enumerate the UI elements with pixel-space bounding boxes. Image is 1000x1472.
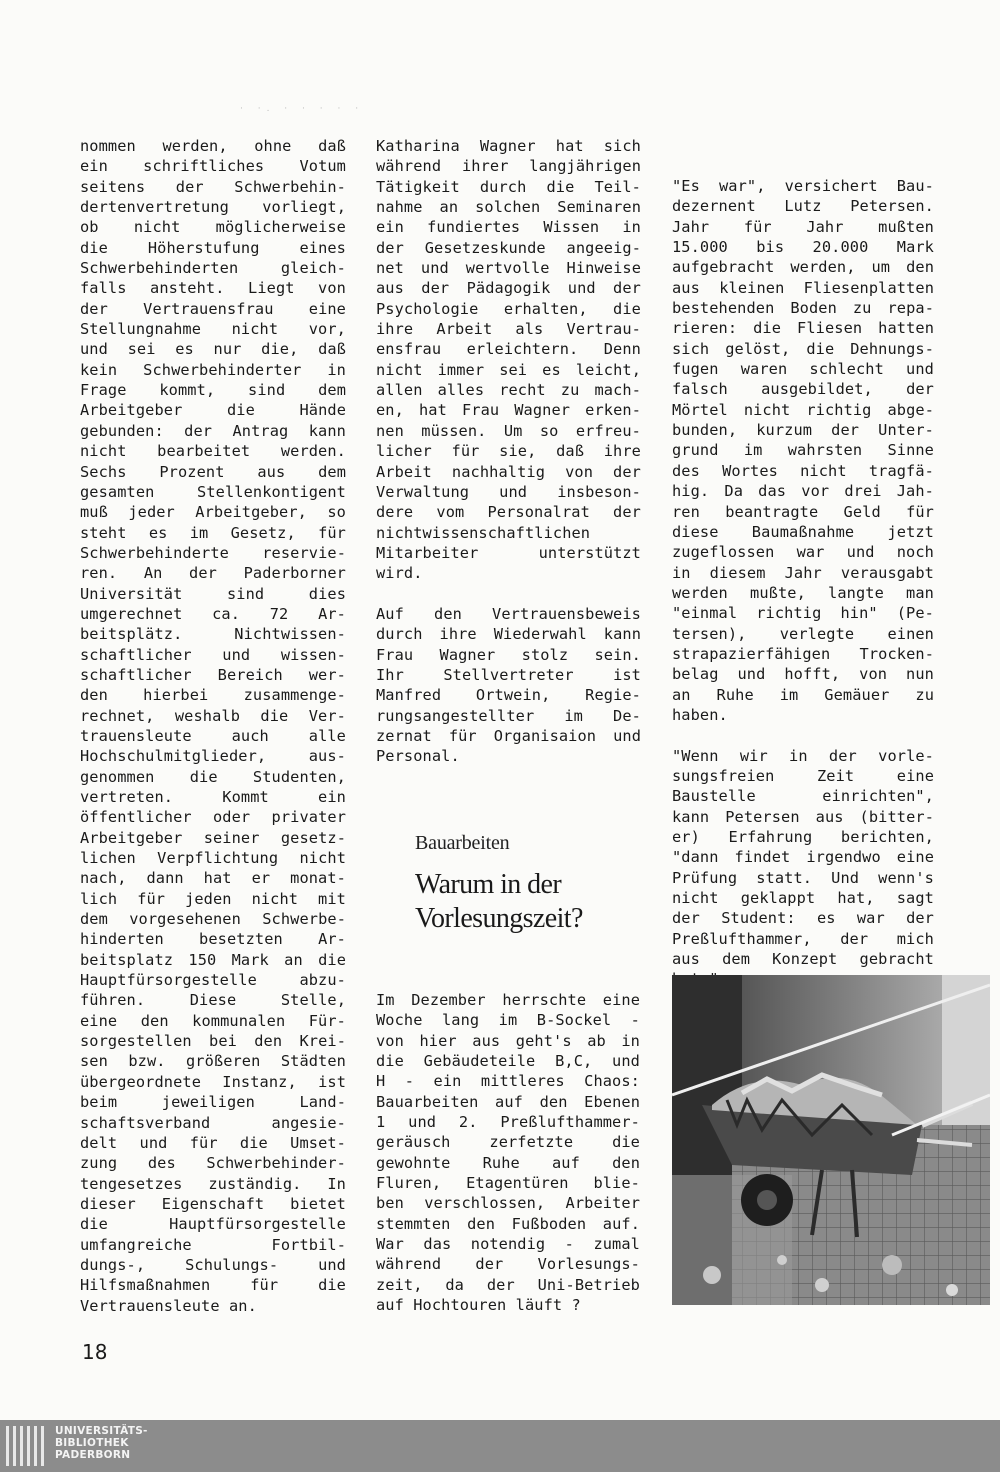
text-line: tengesetzes zuständig. In <box>80 1174 346 1193</box>
paragraph-gap <box>376 584 641 604</box>
text-line: Preßlufthammer, der mich <box>672 929 934 948</box>
text-line: Universität sind dies <box>80 584 346 603</box>
text-line: sen bzw. größeren Städten <box>80 1052 346 1071</box>
text-line: der Vertrauensfrau eine <box>80 299 346 318</box>
article-column-2-bottom <box>376 990 640 1316</box>
text-line: nommen werden, ohne daß <box>80 137 346 155</box>
text-line: Arbeit nachhaltig von der <box>376 462 641 481</box>
text-line: übergeordnete Instanz, ist <box>80 1072 346 1091</box>
text-line: Bauarbeiten auf den Ebenen <box>376 1092 640 1111</box>
article-headline <box>415 868 583 936</box>
text-line: dezernent Lutz Petersen. <box>672 197 934 216</box>
text-line: gewohnte Ruhe auf den <box>376 1153 640 1172</box>
text-line: H - ein mittleres Chaos: <box>376 1072 640 1091</box>
text-line: an Ruhe im Gemäuer zu <box>672 685 934 704</box>
wheelbarrow-photo-icon <box>672 975 990 1305</box>
text-line: "einmal richtig hin" (Pe- <box>672 604 934 623</box>
text-line: ren. An der Paderborner <box>80 564 346 583</box>
text-line: beitsplätz. Nichtwissen- <box>80 625 346 644</box>
text-line: dem vorgesehenen Schwerbe- <box>80 910 346 929</box>
text-line: öffentlicher oder privater <box>80 808 346 827</box>
text-line: auf Hochtouren läuft ? <box>376 1296 581 1315</box>
text-line: Ihr Stellvertreter ist <box>376 665 641 684</box>
text-line: "dann findet irgendwo eine <box>672 848 934 867</box>
text-line: fugen waren schlecht und <box>672 360 934 379</box>
text-line: Hochschulmitglieder, aus- <box>80 747 346 766</box>
text-line: lich für jeden nicht mit <box>80 889 346 908</box>
text-line: Arbeitgeber die Hände <box>80 401 346 420</box>
text-line: dertenvertretung vorliegt, <box>80 198 346 217</box>
text-line: der Gesetzeskunde angeeig- <box>376 238 641 257</box>
text-line: dungs-, Schulungs- und <box>80 1255 346 1274</box>
text-line: grund im wahrsten Sinne <box>672 441 934 460</box>
text-line: rechnet, weshalb die Ver- <box>80 706 346 725</box>
text-line: nen müssen. Um so erfreu- <box>376 421 641 440</box>
text-line: delt und für die Umset- <box>80 1133 346 1152</box>
text-line: und sei es nur die, daß <box>80 340 346 359</box>
text-line: Vertrauensleute an. <box>80 1296 257 1315</box>
text-line: von hier aus geht's ab in <box>376 1031 640 1050</box>
text-line: hig. Da das vor drei Jah- <box>672 482 934 501</box>
text-line: hinderten besetzten Ar- <box>80 930 346 949</box>
text-line: Jahr für Jahr mußten <box>672 217 934 236</box>
text-line: Hilfsmaßnahmen für die <box>80 1276 346 1295</box>
text-line: umgerechnet ca. 72 Ar- <box>80 604 346 623</box>
text-line: kein Schwerbehinderter in <box>80 360 346 379</box>
library-name-line-1: UNIVERSITÄTS- <box>55 1425 148 1437</box>
text-line: Mörtel nicht richtig abge- <box>672 400 934 419</box>
text-line: 15.000 bis 20.000 Mark <box>672 238 934 257</box>
text-line: Hauptfürsorgestelle abzu- <box>80 971 346 990</box>
text-line: Personal. <box>376 747 460 766</box>
text-line: trauensleute auch alle <box>80 726 346 745</box>
headline-line-2: Vorlesungszeit? <box>415 903 583 934</box>
text-line: bestehenden Boden zu repa- <box>672 299 934 318</box>
text-line: dere vom Personalrat der <box>376 503 641 522</box>
text-line: sungsfreien Zeit eine <box>672 766 934 785</box>
text-line: nichtwissenschaftlichen <box>376 523 591 542</box>
text-line: der Student: es war der <box>672 909 934 928</box>
text-line: falsch ausgebildet, der <box>672 380 934 399</box>
text-line: strapazierfähigen Trocken- <box>672 644 934 663</box>
text-line: nicht geklappt hat, sagt <box>672 889 934 908</box>
text-line: während ihrer langjährigen <box>376 157 641 176</box>
text-line: Prüfung statt. Und wenn's <box>672 868 934 887</box>
text-line: rieren: die Fliesen hatten <box>672 319 934 338</box>
text-line: Psychologie erhalten, die <box>376 299 641 318</box>
text-line: Auf den Vertrauensbeweis <box>376 604 641 623</box>
text-line: ben verschlossen, Arbeiter <box>376 1194 640 1213</box>
text-line: ensfrau erleichtern. Denn <box>376 340 641 359</box>
text-line: zeit, da der Uni-Betrieb <box>376 1275 640 1294</box>
text-line: er) Erfahrung berichten, <box>672 828 934 846</box>
text-line: in diesem Jahr verausgabt <box>672 563 934 582</box>
text-line: stemmten den Fußboden auf. <box>376 1214 640 1233</box>
text-line: Tätigkeit durch die Teil- <box>376 177 641 196</box>
text-line: gesamten Stellenkontigent <box>80 482 346 501</box>
page-number: 18 <box>82 1340 108 1364</box>
text-line: den hierbei zusammenge- <box>80 686 346 705</box>
text-line: schaftsverband angesie- <box>80 1113 346 1132</box>
text-line: aus dem Konzept gebracht <box>672 950 934 969</box>
text-line: führen. Diese Stelle, <box>80 991 346 1010</box>
text-line: durch ihre Wiederwahl kann <box>376 625 641 644</box>
text-line: bunden, kurzum der Unter- <box>672 421 934 440</box>
library-footer-bar <box>0 1420 1000 1472</box>
text-line: muß jeder Arbeitgeber, so <box>80 503 346 522</box>
text-line: Frage kommt, sind dem <box>80 381 346 400</box>
article-column-1 <box>80 136 346 1316</box>
text-line: "Wenn wir in der vorle- <box>672 746 934 765</box>
text-line: lichen Verpflichtung nicht <box>80 849 346 868</box>
text-line: die Gebäudeteile B,C, und <box>376 1052 640 1071</box>
article-column-2-top <box>376 136 641 767</box>
text-line: net und wertvolle Hinweise <box>376 259 641 278</box>
text-line: nicht bearbeitet werden. <box>80 442 346 461</box>
text-line: ren beantragte Geld für <box>672 502 934 521</box>
text-line: schaftlicher und wissen- <box>80 645 346 664</box>
text-line: aus der Pädagogik und der <box>376 279 641 298</box>
text-line: zung des Schwerbehinder- <box>80 1154 346 1173</box>
article-column-3 <box>672 176 934 990</box>
text-line: Frau Wagner stolz sein. <box>376 645 641 664</box>
text-line: Stellungnahme nicht vor, <box>80 320 346 339</box>
text-line: ob nicht möglicherweise <box>80 218 346 237</box>
text-line: licher für sie, daß ihre <box>376 442 641 461</box>
library-name <box>55 1425 148 1461</box>
text-line: seitens der Schwerbehin- <box>80 177 346 196</box>
text-line: nach, dann hat er monat- <box>80 869 346 888</box>
text-line: belag und hofft, von nun <box>672 665 934 684</box>
text-line: ihre Arbeit als Vertrau- <box>376 320 641 339</box>
text-line: Baustelle einrichten", <box>672 787 934 806</box>
text-line: "Es war", versichert Bau- <box>672 177 934 195</box>
text-line: Schwerbehinderten gleich- <box>80 259 346 278</box>
text-line: Verwaltung und insbeson- <box>376 482 641 501</box>
text-line: falls ansteht. Liegt von <box>80 279 346 298</box>
text-line: zugeflossen war und noch <box>672 543 934 562</box>
text-line: beim jeweiligen Land- <box>80 1093 346 1112</box>
text-line: genommen die Studenten, <box>80 767 346 786</box>
text-line: schaftlicher Bereich wer- <box>80 665 346 684</box>
text-line: vertreten. Kommt ein <box>80 788 346 806</box>
text-line: wird. <box>376 564 423 583</box>
text-line: sorgestellen bei den Krei- <box>80 1032 346 1051</box>
text-line: Manfred Ortwein, Regie- <box>376 686 641 705</box>
text-line: rungsangestellter im De- <box>376 706 641 725</box>
text-line: beitsplatz 150 Mark an die <box>80 950 346 969</box>
text-line: nicht immer sei es leicht, <box>376 360 641 379</box>
text-line: während der Vorlesungs- <box>376 1255 640 1274</box>
text-line: Katharina Wagner hat sich <box>376 137 641 155</box>
text-line: ein fundiertes Wissen in <box>376 218 641 237</box>
text-line: steht es im Gesetz, für <box>80 523 346 542</box>
section-kicker: Bauarbeiten <box>415 832 510 854</box>
text-line: umfangreiche Fortbil- <box>80 1235 346 1254</box>
text-line: dieser Eigenschaft bietet <box>80 1194 346 1213</box>
text-line: sich gelöst, die Dehnungs- <box>672 339 934 358</box>
text-line: eine den kommunalen Für- <box>80 1011 346 1030</box>
text-line: Woche lang im B-Sockel - <box>376 1011 640 1030</box>
library-logo-icon <box>4 1426 50 1466</box>
text-line: werden mußte, langte man <box>672 583 934 602</box>
text-line: aus kleinen Fliesenplatten <box>672 278 934 297</box>
library-name-line-3: PADERBORN <box>55 1449 131 1461</box>
text-line: 1 und 2. Preßlufthammer- <box>376 1113 640 1132</box>
text-line: des Wortes nicht tragfä- <box>672 461 934 480</box>
text-line: Im Dezember herrschte eine <box>376 991 640 1009</box>
text-line: nahme an solchen Seminaren <box>376 198 641 217</box>
text-line: Arbeitgeber seiner gesetz- <box>80 828 346 847</box>
text-line: haben. <box>672 705 728 724</box>
text-line: gebunden: der Antrag kann <box>80 421 346 440</box>
library-name-line-2: BIBLIOTHEK <box>55 1437 129 1449</box>
text-line: Fluren, Etagentüren blie- <box>376 1174 640 1193</box>
text-line: die Höherstufung eines <box>80 238 346 257</box>
text-line: allen alles recht zu mach- <box>376 381 641 400</box>
text-line: Sechs Prozent aus dem <box>80 462 346 481</box>
text-line: kann Petersen aus (bitter- <box>672 807 934 826</box>
text-line: War das notendig - zumal <box>376 1235 640 1254</box>
scan-specks: · ·. · · · · · <box>240 104 365 114</box>
text-line: zernat für Organisaion und <box>376 726 641 745</box>
text-line: ein schriftliches Votum <box>80 157 346 176</box>
headline-line-1: Warum in der <box>415 869 562 900</box>
text-line: die Hauptfürsorgestelle <box>80 1215 346 1234</box>
text-line: aufgebracht werden, um den <box>672 258 934 277</box>
text-line: diese Baumaßnahme jetzt <box>672 522 934 541</box>
text-line: tersen), verlegte einen <box>672 624 934 643</box>
text-line: Mitarbeiter unterstützt <box>376 543 641 562</box>
text-line: en, hat Frau Wagner erken- <box>376 401 641 420</box>
paragraph-gap <box>672 725 934 745</box>
text-line: geräusch zerfetzte die <box>376 1133 640 1152</box>
text-line: Schwerbehinderte reservie- <box>80 543 346 562</box>
